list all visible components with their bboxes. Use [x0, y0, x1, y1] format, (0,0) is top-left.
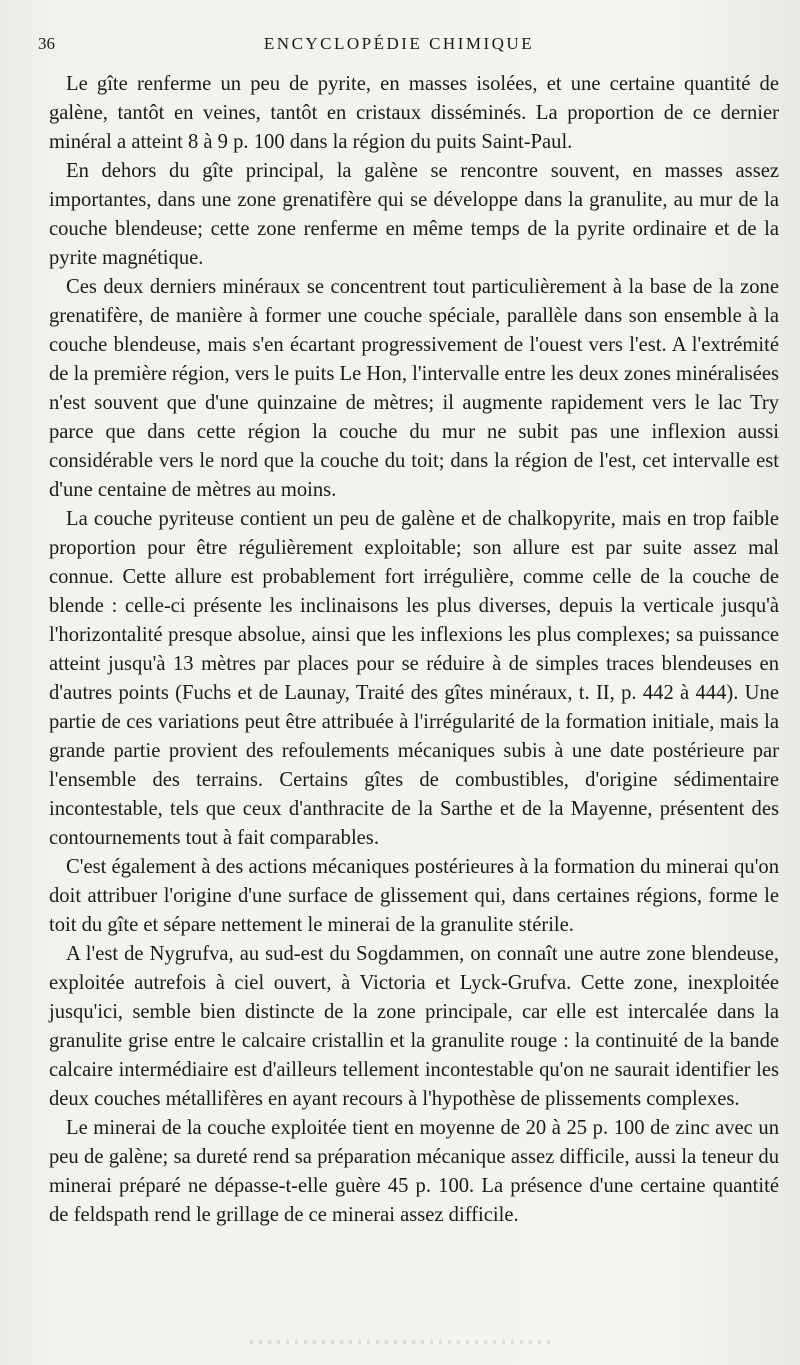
paragraph-3: Ces deux derniers minéraux se concentrent tout particulièrement à la base de la zone grenatifère, de manière à former une couche spéciale, parallèle dans son ensemble à la couche blendeuse, mais s'en écartant progressivement de l'ouest vers l'est. A l'extrémité de la première région, vers le puits Le Hon, l'intervalle entre les deux zones minéralisées n'est souvent que d'une quinzaine de mètres; il augmente rapidement vers le lac Try parce que dans cette région la couche du mur ne subit pas une inflexion aussi considérable vers le nord que la couche du toit; dans la région de l'est, cet intervalle est d'une centaine de mètres au moins.: [49, 276, 779, 501]
paragraph-1: Le gîte renferme un peu de pyrite, en masses isolées, et une certaine quantité de galène, tantôt en veines, tantôt en cristaux disséminés. La proportion de ce dernier minéral a atteint 8 à 9 p. 100 dans la région du puits Saint-Paul.: [49, 73, 779, 153]
page-header: [38, 34, 760, 64]
bleed-through-marks: [250, 1340, 550, 1344]
running-title: ENCYCLOPÉDIE CHIMIQUE: [263, 34, 535, 53]
paragraph-7: Le minerai de la couche exploitée tient en moyenne de 20 à 25 p. 100 de zinc avec un peu de galène; sa dureté rend sa préparation mécanique assez difficile, aussi la teneur du minerai préparé ne dépasse-t-elle guère 45 p. 100. La présence d'une certaine quantité de feldspath rend le grillage de ce minerai assez difficile.: [49, 1117, 779, 1226]
paragraph-4: La couche pyriteuse contient un peu de galène et de chalkopyrite, mais en trop faible proportion pour être régulièrement exploitable; son allure est par suite assez mal connue. Cette allure est probablement fort irrégulière, comme celle de la couche de blende : celle-ci présente les inclinaisons les plus diverses, depuis la verticale jusqu'à l'horizontalité presque absolue, ainsi que les inflexions les plus complexes; sa puissance atteint jusqu'à 13 mètres par places pour se réduire à de simples traces blendeuses en d'autres points (Fuchs et de Launay, Traité des gîtes minéraux, t. II, p. 442 à 444). Une partie de ces variations peut être attribuée à l'irrégularité de la formation initiale, mais la grande partie provient des refoulements mécaniques subis à une date postérieure par l'ensemble des terrains. Certains gîtes de combustibles, d'origine sédimentaire incontestable, tels que ceux d'anthracite de la Sarthe et de la Mayenne, présentent des contournements tout à fait comparables.: [49, 508, 779, 849]
body-text: [49, 70, 779, 1230]
page-number: 36: [38, 34, 55, 53]
paragraph-6: A l'est de Nygrufva, au sud-est du Sogdammen, on connaît une autre zone blendeuse, exploitée autrefois à ciel ouvert, à Victoria et Lyck-Grufva. Cette zone, inexploitée jusqu'ici, semble bien distincte de la zone principale, car elle est intercalée dans la granulite grise entre le calcaire cristallin et la granulite rouge : la continuité de la bande calcaire intermédiaire est d'ailleurs tellement incontestable qu'on ne saurait identifier les deux couches métallifères en ayant recours à l'hypothèse de plissements complexes.: [49, 943, 779, 1110]
paragraph-2: En dehors du gîte principal, la galène se rencontre souvent, en masses assez importantes, dans une zone grenatifère qui se développe dans la granulite, au mur de la couche blendeuse; cette zone renferme en même temps de la pyrite ordinaire et de la pyrite magnétique.: [49, 160, 779, 269]
paragraph-5: C'est également à des actions mécaniques postérieures à la formation du minerai qu'on doit attribuer l'origine d'une surface de glissement qui, dans certaines régions, forme le toit du gîte et sépare nettement le minerai de la granulite stérile.: [49, 856, 779, 936]
